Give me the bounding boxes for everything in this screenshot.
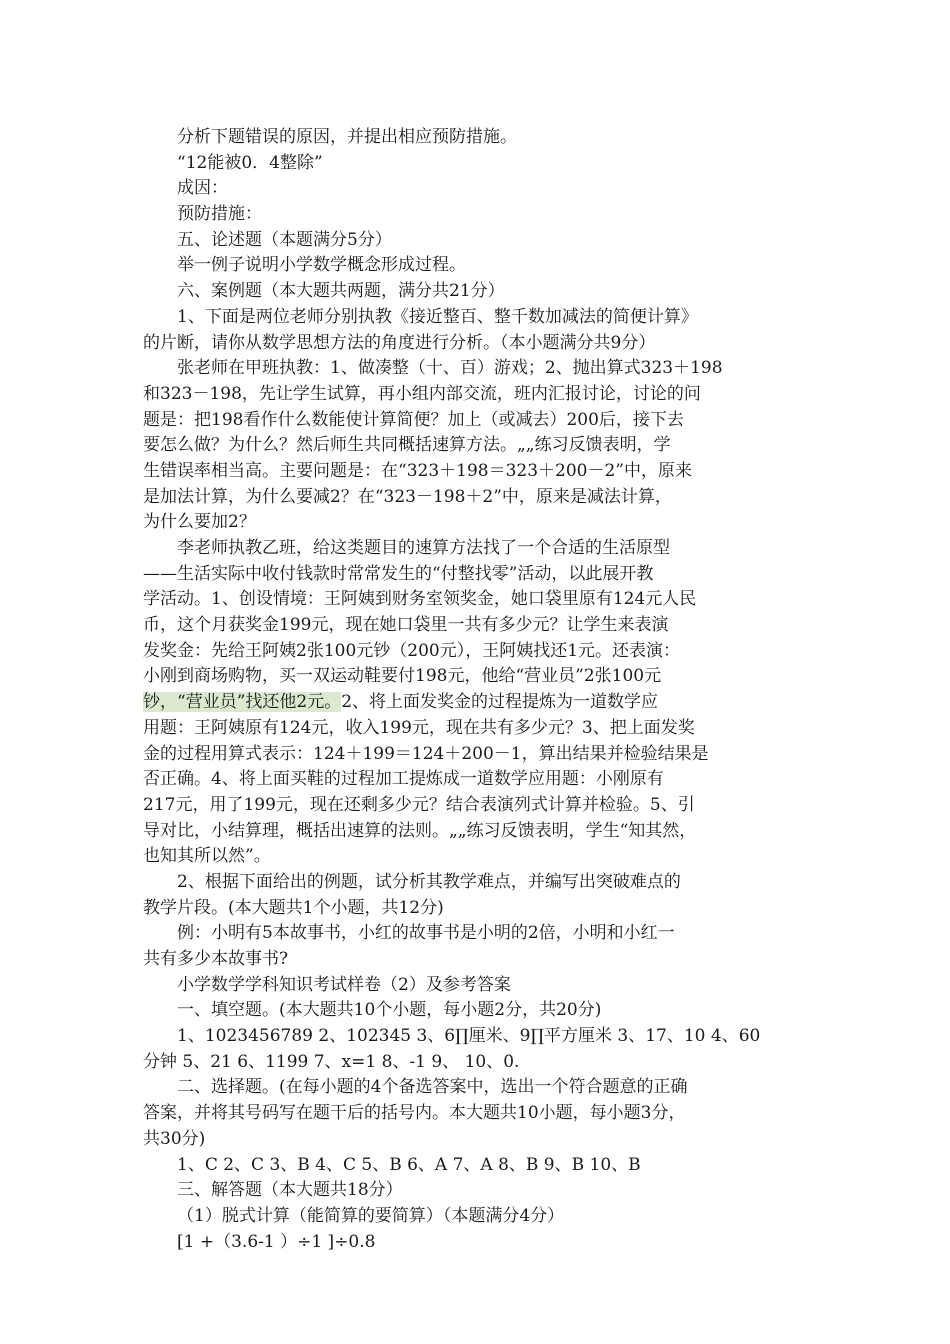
text-line: 否正确。4、将上面买鞋的过程加工提炼成一道数学应用题：小刚原有 <box>143 769 664 790</box>
text-line: 用题：王阿姨原有124元，收入199元，现在共有多少元？3、把上面发奖 <box>143 717 695 738</box>
text-line: 分钟 5、21 6、1199 7、x=1 8、-1 9、 10、0. <box>143 1051 520 1072</box>
text-line: 生错误率相当高。主要问题是：在“323＋198＝323＋200－2”中，原来 <box>143 460 692 481</box>
text-line: 和323－198，先让学生试算，再小组内部交流，班内汇报讨论，讨论的问 <box>143 383 701 404</box>
text-line: 217元，用了199元，现在还剩多少元？结合表演列式计算并检验。5、引 <box>143 794 695 815</box>
text-line: 小刚到商场购物，买一双运动鞋要付198元，他给“营业员”2张100元 <box>143 666 662 687</box>
text-line: 学活动。1、创设情境：王阿姨到财务室领奖金，她口袋里原有124元人民 <box>143 589 697 610</box>
text-line: [1 +（3.6-1 ）÷1 ]÷0.8 <box>177 1231 376 1252</box>
text-line: 答案，并将其号码写在题干后的括号内。本大题共10小题，每小题3分， <box>143 1103 686 1124</box>
text-line: 发奖金：先给王阿姨2张100元钞（200元），王阿姨找还1元。还表演： <box>143 640 681 661</box>
text-line: 1、1023456789 2、102345 3、6∏厘米、9∏平方厘米 3、17、10 4、60 <box>177 1026 761 1047</box>
text-span: 2、将上面发奖金的过程提炼为一道数学应 <box>341 692 659 713</box>
text-line: 为什么要加2？ <box>143 512 256 533</box>
text-line: （1）脱式计算（能简算的要简算）（本题满分4分） <box>177 1205 565 1226</box>
text-line <box>143 690 813 716</box>
text-line: 金的过程用算式表示：124＋199＝124＋200－1，算出结果并检验结果是 <box>143 743 709 764</box>
text-line: “12能被0．4整除” <box>177 152 323 173</box>
text-line: 是加法计算，为什么要减2？在“323－198＋2”中，原来是减法计算， <box>143 486 672 507</box>
text-line: 二、选择题。(在每小题的4个备选答案中，选出一个符合题意的正确 <box>177 1077 688 1098</box>
text-line: 李老师执教乙班，给这类题目的速算方法找了一个合适的生活原型 <box>177 538 670 558</box>
text-line: 的片断，请你从数学思想方法的角度进行分析。（本小题满分共9分） <box>143 332 656 353</box>
text-line: 题是：把198看作什么数能使计算简便？加上（或减去）200后，接下去 <box>143 409 684 430</box>
text-line: 六、案例题（本大题共两题，满分共21分） <box>177 281 505 302</box>
text-line: 要怎么做？为什么？然后师生共同概括速算方法。„„练习反馈表明，学 <box>143 435 671 456</box>
text-line: 2、根据下面给出的例题，试分析其教学难点，并编写出突破难点的 <box>177 871 681 892</box>
text-line: 共有多少本故事书? <box>143 949 289 969</box>
text-line: 也知其所以然”。 <box>143 846 271 867</box>
text-line: 张老师在甲班执教：1、做凑整（十、百）游戏；2、抛出算式323＋198 <box>177 358 723 379</box>
text-line: 例：小明有5本故事书，小红的故事书是小明的2倍，小明和小红一 <box>177 923 675 944</box>
text-line: 共30分) <box>143 1128 206 1149</box>
text-line: 一、填空题。(本大题共10个小题，每小题2分，共20分) <box>177 1000 602 1021</box>
text-line: 币，这个月获奖金199元，现在她口袋里一共有多少元？让学生来表演 <box>143 615 669 636</box>
text-line: 三、解答题（本大题共18分） <box>177 1180 403 1201</box>
highlighted-text: 钞，“营业员”找还他2元。 <box>143 692 342 713</box>
text-line: 预防措施： <box>177 204 262 225</box>
text-line: 教学片段。(本大题共1个小题，共12分) <box>143 897 444 918</box>
text-line: 举一例子说明小学数学概念形成过程。 <box>177 255 466 276</box>
text-line: 小学数学学科知识考试样卷（2）及参考答案 <box>177 974 511 995</box>
text-line: 分析下题错误的原因，并提出相应预防措施。 <box>177 127 517 147</box>
text-line: 1、下面是两位老师分别执教《接近整百、整千数加减法的简便计算》 <box>177 306 698 327</box>
text-line: ——生活实际中收付钱款时常常发生的“付整找零”活动，以此展开教 <box>143 563 654 584</box>
text-line: 导对比，小结算理，概括出速算的法则。„„练习反馈表明，学生“知其然， <box>143 820 697 841</box>
text-line: 五、论述题（本题满分5分） <box>177 229 392 250</box>
text-line: 成因： <box>177 178 228 199</box>
text-line: 1、C 2、C 3、B 4、C 5、B 6、A 7、A 8、B 9、B 10、B <box>177 1154 641 1175</box>
document-page <box>143 125 813 1255</box>
